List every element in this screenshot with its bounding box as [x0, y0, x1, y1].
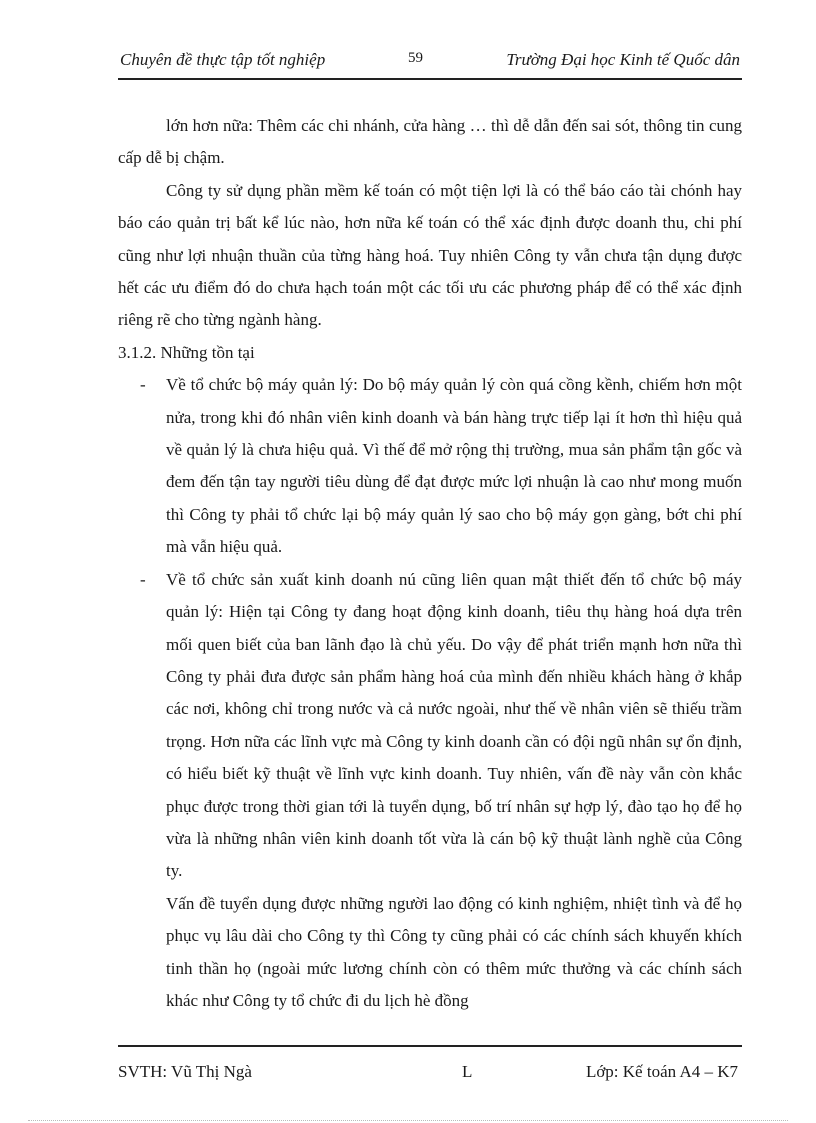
- footer-class: Lớp: Kế toán A4 – K7: [585, 1062, 738, 1081]
- page-footer: [118, 1062, 742, 1086]
- page-bottom-dotted-line: [28, 1120, 788, 1121]
- bullet-item-1: [118, 369, 742, 563]
- header-university: Trường Đại học Kinh tế Quốc dân: [506, 50, 740, 69]
- page-header: [118, 46, 742, 76]
- page-number: 59: [408, 50, 423, 66]
- footer-student-name: SVTH: Vũ Thị Ngà: [118, 1062, 252, 1081]
- footer-middle-mark: L: [462, 1062, 473, 1081]
- bullet-item-2-text: Về tổ chức sản xuất kinh doanh nú cũng liên quan mật thiết đến tổ chức bộ máy quản lý: Hiện tại Công ty đang hoạt động kinh doanh, tiêu thụ hàng hoá dựa trên mối quen biết của ban lãnh đạo là chủ yếu. Do vậy để phát triển mạnh hơn nữa thì Công ty phải đưa được sản phẩm hàng hoá của mình đến nhiều khách hàng ở khắp các nơi, không chỉ trong nước và cả nước ngoài, như thế về nhân viên sẽ thiếu trầm trọng. Hơn nữa các lĩnh vực mà Công ty kinh doanh cần có đội ngũ nhân sự ổn định, có hiểu biết kỹ thuật về lĩnh vực kinh doanh. Tuy nhiên, vấn đề này vẫn còn khắc phục được trong thời gian tới là tuyển dụng, bố trí nhân sự hợp lý, đào tạo họ để họ vừa là những nhân viên kinh doanh tốt vừa là cán bộ kỹ thuật lành nghề của Công ty.: [166, 569, 742, 881]
- document-body: [118, 110, 742, 1017]
- bullet-item-2: [118, 564, 742, 888]
- header-thesis-title: Chuyên đề thực tập tốt nghiệp: [120, 50, 326, 69]
- paragraph-1: lớn hơn nữa: Thêm các chi nhánh, cửa hàng … thì dễ dẫn đến sai sót, thông tin cung cấp dễ bị chậm.: [118, 116, 742, 168]
- section-heading: 3.1.2. Những tồn tại: [118, 342, 255, 362]
- paragraph-3: Vấn đề tuyển dụng được những người lao động có kinh nghiệm, nhiệt tình và để họ phục vụ lâu dài cho Công ty thì Công ty cũng phải có các chính sách khuyến khích tinh thần họ (ngoài mức lương chính còn có thêm mức thưởng và các chính sách khác như Công ty tổ chức đi du lịch hè đồng: [166, 893, 742, 1010]
- bullet-item-1-text: Về tổ chức bộ máy quản lý: Do bộ máy quản lý còn quá cồng kềnh, chiếm hơn một nửa, trong khi đó nhân viên kinh doanh và bán hàng trực tiếp lại ít hơn thì hiệu quả về quản lý là chưa hiệu quả. Vì thế để mở rộng thị trường, mua sản phẩm tận gốc và đem đến tận tay người tiêu dùng để đạt được mức lợi nhuận là cao như mong muốn thì Công ty phải tổ chức lại bộ máy quản lý sao cho bộ máy gọn gàng, bớt chi phí mà vẫn hiệu quả.: [166, 375, 742, 557]
- footer-rule: [118, 1045, 742, 1047]
- bullet-dash: -: [140, 569, 146, 589]
- bullet-dash: -: [140, 375, 146, 395]
- header-rule: [118, 78, 742, 80]
- paragraph-2: Công ty sử dụng phần mềm kế toán có một tiện lợi là có thể báo cáo tài chónh hay báo cáo quản trị bất kể lúc nào, hơn nữa kế toán có thể xác định được doanh thu, chi phí cũng như lợi nhuận thuần của từng hàng hoá. Tuy nhiên Công ty vẫn chưa tận dụng được hết các ưu điểm đó do chưa hạch toán một các tối ưu các phương pháp để có thể xác định riêng rẽ cho từng ngành hàng.: [118, 180, 742, 330]
